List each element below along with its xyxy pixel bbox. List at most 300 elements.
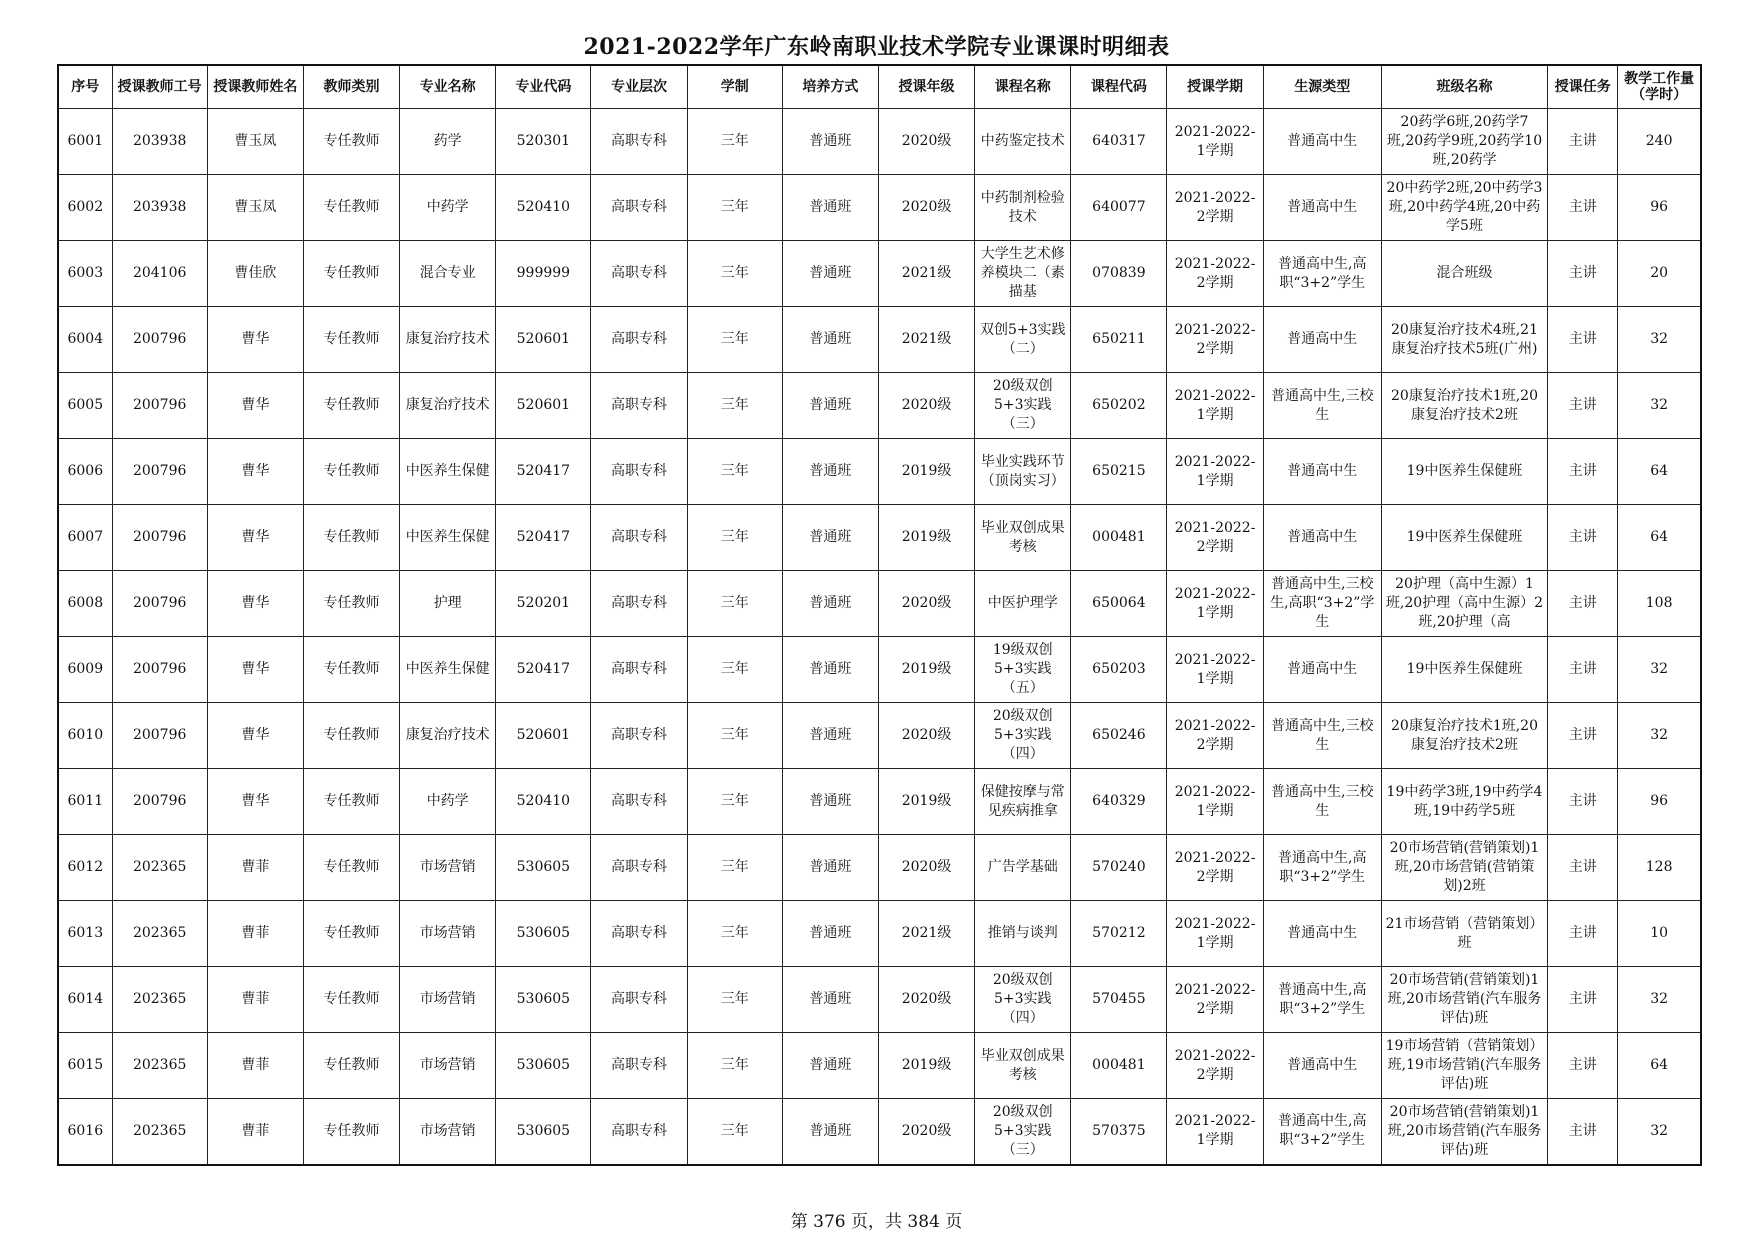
cell-major-level xyxy=(591,967,687,1033)
cell-semester xyxy=(1167,505,1263,571)
cell-class-name xyxy=(1381,637,1547,703)
cell-teacher-id xyxy=(112,571,207,637)
major-level-value: 高职专科 xyxy=(611,1122,668,1139)
cell-training-mode xyxy=(782,241,878,307)
cell-workload xyxy=(1618,769,1701,835)
cell-teacher-name xyxy=(207,901,303,967)
cell-seq xyxy=(58,835,112,901)
major-code-value: 520417 xyxy=(516,661,571,677)
cell-workload xyxy=(1618,1033,1701,1099)
cell-student-source xyxy=(1263,175,1381,241)
duration-value: 三年 xyxy=(720,331,749,347)
cell-training-mode xyxy=(782,901,878,967)
teacher-category-value: 专任教师 xyxy=(323,661,380,677)
cell-major-name xyxy=(400,439,496,505)
cell-major-level xyxy=(591,505,687,571)
header-major-level: 专业层次 xyxy=(591,65,687,109)
major-name-value: 中医养生保健 xyxy=(405,529,490,545)
major-code-value: 530605 xyxy=(516,1057,571,1073)
cell-teacher-name xyxy=(207,571,303,637)
task-value: 主讲 xyxy=(1568,1057,1597,1073)
teacher-name-value: 曹玉凤 xyxy=(234,133,277,149)
course-code-value: 570212 xyxy=(1092,925,1146,941)
grade-value: 2019级 xyxy=(901,529,952,545)
seq-value: 6003 xyxy=(67,265,104,281)
task-value: 主讲 xyxy=(1568,133,1597,149)
cell-training-mode xyxy=(782,505,878,571)
grade-value: 2019级 xyxy=(901,793,952,809)
grade-value: 2020级 xyxy=(901,133,952,149)
cell-duration xyxy=(687,1033,782,1099)
major-level-value: 高职专科 xyxy=(611,925,668,941)
cell-teacher-name xyxy=(207,175,303,241)
major-name-value: 市场营销 xyxy=(419,1057,476,1073)
cell-course-code xyxy=(1071,769,1167,835)
duration-value: 三年 xyxy=(720,463,749,479)
cell-duration xyxy=(687,769,782,835)
major-name-value: 康复治疗技术 xyxy=(405,727,490,743)
seq-value: 6002 xyxy=(67,199,104,215)
training-mode-value: 普通班 xyxy=(809,859,852,875)
task-value: 主讲 xyxy=(1568,1122,1597,1139)
cell-major-code xyxy=(496,307,591,373)
course-name-value: 毕业实践环节（顶岗实习） xyxy=(980,453,1065,489)
major-code-value: 520417 xyxy=(516,463,571,479)
cell-teacher-id xyxy=(112,1033,207,1099)
course-name-value: 中医护理学 xyxy=(987,595,1058,611)
table-row xyxy=(58,373,1701,439)
table-row xyxy=(58,241,1701,307)
cell-task xyxy=(1548,769,1618,835)
grade-value: 2019级 xyxy=(901,1057,952,1073)
task-value: 主讲 xyxy=(1568,991,1597,1007)
seq-value: 6013 xyxy=(67,925,104,941)
cell-grade xyxy=(878,835,974,901)
cell-semester xyxy=(1167,769,1263,835)
seq-value: 6016 xyxy=(67,1122,104,1139)
cell-student-source xyxy=(1263,241,1381,307)
cell-task xyxy=(1548,439,1618,505)
workload-value: 10 xyxy=(1650,925,1669,941)
class-name-value: 20康复治疗技术1班,20康复治疗技术2班 xyxy=(1391,717,1538,753)
cell-training-mode xyxy=(782,373,878,439)
cell-major-name xyxy=(400,505,496,571)
class-name-value: 20康复治疗技术4班,21康复治疗技术5班(广州) xyxy=(1391,321,1538,357)
training-mode-value: 普通班 xyxy=(809,925,852,941)
cell-course-code xyxy=(1071,307,1167,373)
course-code-value: 570240 xyxy=(1092,859,1146,875)
cell-teacher-id xyxy=(112,505,207,571)
semester-value: 2021-2022-1学期 xyxy=(1174,783,1256,819)
major-code-value: 520601 xyxy=(516,397,571,413)
cell-major-code xyxy=(496,571,591,637)
cell-teacher-name xyxy=(207,307,303,373)
major-name-value: 中药学 xyxy=(426,793,469,809)
cell-duration xyxy=(687,109,782,175)
cell-major-name xyxy=(400,373,496,439)
training-mode-value: 普通班 xyxy=(809,991,852,1007)
cell-workload xyxy=(1618,439,1701,505)
teacher-id-value: 200796 xyxy=(132,595,187,611)
header-training-mode: 培养方式 xyxy=(782,65,878,109)
cell-major-name xyxy=(400,571,496,637)
cell-course-name xyxy=(975,1099,1071,1165)
cell-teacher-id xyxy=(112,901,207,967)
cell-class-name xyxy=(1381,967,1547,1033)
workload-value: 20 xyxy=(1650,265,1669,281)
cell-seq xyxy=(58,373,112,439)
task-value: 主讲 xyxy=(1568,859,1597,875)
workload-value: 32 xyxy=(1650,331,1669,347)
table-row xyxy=(58,175,1701,241)
course-name-value: 19级双创5+3实践（五） xyxy=(992,642,1053,696)
cell-class-name xyxy=(1381,703,1547,769)
cell-semester xyxy=(1167,109,1263,175)
cell-seq xyxy=(58,637,112,703)
cell-training-mode xyxy=(782,703,878,769)
semester-value: 2021-2022-1学期 xyxy=(1174,651,1256,687)
cell-teacher-id xyxy=(112,703,207,769)
major-code-value: 520301 xyxy=(516,133,571,149)
table-row xyxy=(58,637,1701,703)
cell-major-level xyxy=(591,439,687,505)
cell-student-source xyxy=(1263,439,1381,505)
cell-training-mode xyxy=(782,967,878,1033)
cell-training-mode xyxy=(782,109,878,175)
cell-workload xyxy=(1618,505,1701,571)
cell-grade xyxy=(878,637,974,703)
seq-value: 6015 xyxy=(67,1057,104,1073)
cell-semester xyxy=(1167,373,1263,439)
cell-course-name xyxy=(975,241,1071,307)
cell-grade xyxy=(878,241,974,307)
student-source-value: 普通高中生 xyxy=(1287,661,1358,677)
seq-value: 6007 xyxy=(67,529,104,545)
course-name-value: 双创5+3实践（二） xyxy=(979,321,1066,357)
cell-grade xyxy=(878,175,974,241)
course-name-value: 中药制剂检验技术 xyxy=(980,189,1065,225)
cell-class-name xyxy=(1381,373,1547,439)
grade-value: 2019级 xyxy=(901,463,952,479)
task-value: 主讲 xyxy=(1568,793,1597,809)
task-value: 主讲 xyxy=(1568,397,1597,413)
class-name-value: 20市场营销(营销策划)1班,20市场营销(营销策划)2班 xyxy=(1389,840,1540,894)
student-source-value: 普通高中生,三校生 xyxy=(1271,387,1374,423)
duration-value: 三年 xyxy=(720,925,749,941)
training-mode-value: 普通班 xyxy=(809,331,852,347)
cell-duration xyxy=(687,439,782,505)
table-row xyxy=(58,901,1701,967)
cell-workload xyxy=(1618,703,1701,769)
cell-training-mode xyxy=(782,571,878,637)
course-name-value: 保健按摩与常见疾病推拿 xyxy=(980,783,1065,819)
cell-class-name xyxy=(1381,769,1547,835)
cell-teacher-category xyxy=(303,835,399,901)
semester-value: 2021-2022-1学期 xyxy=(1174,915,1256,951)
cell-major-level xyxy=(591,703,687,769)
cell-class-name xyxy=(1381,307,1547,373)
semester-value: 2021-2022-2学期 xyxy=(1174,321,1256,357)
semester-value: 2021-2022-2学期 xyxy=(1174,849,1256,885)
major-code-value: 530605 xyxy=(516,859,571,875)
semester-value: 2021-2022-1学期 xyxy=(1174,585,1256,621)
cell-teacher-name xyxy=(207,835,303,901)
cell-teacher-id xyxy=(112,637,207,703)
cell-teacher-name xyxy=(207,109,303,175)
major-name-value: 药学 xyxy=(433,133,462,149)
cell-seq xyxy=(58,241,112,307)
training-mode-value: 普通班 xyxy=(809,463,852,479)
teacher-name-value: 曹华 xyxy=(241,595,270,611)
cell-course-code xyxy=(1071,637,1167,703)
teacher-category-value: 专任教师 xyxy=(323,331,380,347)
workload-value: 96 xyxy=(1650,793,1669,809)
cell-task xyxy=(1548,703,1618,769)
cell-student-source xyxy=(1263,1033,1381,1099)
cell-major-name xyxy=(400,835,496,901)
major-level-value: 高职专科 xyxy=(611,991,668,1007)
cell-semester xyxy=(1167,703,1263,769)
major-code-value: 520601 xyxy=(516,331,571,347)
teacher-id-value: 202365 xyxy=(132,1057,187,1073)
grade-value: 2020级 xyxy=(901,727,952,743)
cell-duration xyxy=(687,241,782,307)
seq-value: 6010 xyxy=(67,727,104,743)
major-level-value: 高职专科 xyxy=(611,397,668,413)
teacher-name-value: 曹华 xyxy=(241,397,270,413)
cell-teacher-name xyxy=(207,439,303,505)
table-row xyxy=(58,307,1701,373)
cell-student-source xyxy=(1263,901,1381,967)
cell-major-name xyxy=(400,769,496,835)
cell-teacher-category xyxy=(303,637,399,703)
workload-value: 32 xyxy=(1650,1122,1669,1139)
cell-grade xyxy=(878,373,974,439)
major-level-value: 高职专科 xyxy=(611,265,668,281)
cell-course-name xyxy=(975,703,1071,769)
teacher-category-value: 专任教师 xyxy=(323,463,380,479)
teacher-id-value: 200796 xyxy=(132,397,187,413)
cell-seq xyxy=(58,967,112,1033)
teacher-name-value: 曹菲 xyxy=(241,925,270,941)
teacher-name-value: 曹菲 xyxy=(241,1057,270,1073)
cell-course-code xyxy=(1071,241,1167,307)
workload-value: 64 xyxy=(1650,463,1669,479)
table-row xyxy=(58,571,1701,637)
cell-duration xyxy=(687,571,782,637)
cell-duration xyxy=(687,1099,782,1165)
cell-workload xyxy=(1618,175,1701,241)
cell-duration xyxy=(687,637,782,703)
teacher-category-value: 专任教师 xyxy=(323,199,380,215)
cell-seq xyxy=(58,505,112,571)
teacher-name-value: 曹菲 xyxy=(241,859,270,875)
major-level-value: 高职专科 xyxy=(611,859,668,875)
cell-semester xyxy=(1167,901,1263,967)
course-name-value: 推销与谈判 xyxy=(987,925,1058,941)
cell-workload xyxy=(1618,1099,1701,1165)
cell-teacher-category xyxy=(303,571,399,637)
cell-course-code xyxy=(1071,505,1167,571)
cell-major-level xyxy=(591,373,687,439)
cell-duration xyxy=(687,373,782,439)
major-name-value: 中药学 xyxy=(426,199,469,215)
course-code-value: 650215 xyxy=(1092,463,1146,479)
cell-workload xyxy=(1618,109,1701,175)
semester-value: 2021-2022-2学期 xyxy=(1174,717,1256,753)
course-code-value: 070839 xyxy=(1092,265,1146,281)
training-mode-value: 普通班 xyxy=(809,1122,852,1139)
class-name-value: 20中药学2班,20中药学3班,20中药学4班,20中药学5班 xyxy=(1386,180,1543,234)
cell-class-name xyxy=(1381,1033,1547,1099)
class-name-value: 20康复治疗技术1班,20康复治疗技术2班 xyxy=(1391,387,1538,423)
course-code-value: 570375 xyxy=(1092,1122,1146,1139)
cell-student-source xyxy=(1263,703,1381,769)
grade-value: 2020级 xyxy=(901,1122,952,1139)
course-name-value: 20级双创5+3实践（四） xyxy=(992,708,1053,762)
cell-class-name xyxy=(1381,901,1547,967)
cell-training-mode xyxy=(782,769,878,835)
major-name-value: 市场营销 xyxy=(419,859,476,875)
cell-seq xyxy=(58,439,112,505)
cell-course-code xyxy=(1071,901,1167,967)
cell-task xyxy=(1548,967,1618,1033)
cell-course-name xyxy=(975,505,1071,571)
class-name-value: 19中医养生保健班 xyxy=(1406,661,1523,677)
task-value: 主讲 xyxy=(1568,331,1597,347)
teacher-id-value: 202365 xyxy=(132,1122,187,1139)
duration-value: 三年 xyxy=(720,1122,749,1139)
cell-teacher-name xyxy=(207,505,303,571)
cell-task xyxy=(1548,175,1618,241)
cell-teacher-id xyxy=(112,175,207,241)
teacher-name-value: 曹华 xyxy=(241,793,270,809)
class-name-value: 20市场营销(营销策划)1班,20市场营销(汽车服务评估)班 xyxy=(1387,972,1542,1026)
course-code-value: 650064 xyxy=(1092,595,1146,611)
cell-course-code xyxy=(1071,1099,1167,1165)
training-mode-value: 普通班 xyxy=(809,199,852,215)
major-code-value: 520410 xyxy=(516,793,571,809)
cell-course-name xyxy=(975,439,1071,505)
cell-student-source xyxy=(1263,769,1381,835)
duration-value: 三年 xyxy=(720,859,749,875)
grade-value: 2020级 xyxy=(901,397,952,413)
cell-course-code xyxy=(1071,703,1167,769)
major-level-value: 高职专科 xyxy=(611,133,668,149)
major-name-value: 混合专业 xyxy=(419,265,476,281)
major-code-value: 520201 xyxy=(516,595,571,611)
grade-value: 2020级 xyxy=(901,991,952,1007)
cell-course-code xyxy=(1071,1033,1167,1099)
cell-major-level xyxy=(591,835,687,901)
cell-workload xyxy=(1618,901,1701,967)
duration-value: 三年 xyxy=(720,1057,749,1073)
major-level-value: 高职专科 xyxy=(611,529,668,545)
seq-value: 6011 xyxy=(67,793,104,809)
cell-course-name xyxy=(975,901,1071,967)
major-level-value: 高职专科 xyxy=(611,793,668,809)
student-source-value: 普通高中生,高职“3+2”学生 xyxy=(1278,1113,1367,1149)
cell-duration xyxy=(687,505,782,571)
cell-major-code xyxy=(496,1033,591,1099)
table-row xyxy=(58,1033,1701,1099)
cell-class-name xyxy=(1381,241,1547,307)
duration-value: 三年 xyxy=(720,397,749,413)
cell-task xyxy=(1548,1099,1618,1165)
task-value: 主讲 xyxy=(1568,265,1597,281)
training-mode-value: 普通班 xyxy=(809,1057,852,1073)
training-mode-value: 普通班 xyxy=(809,397,852,413)
teacher-id-value: 200796 xyxy=(132,727,187,743)
table-row xyxy=(58,703,1701,769)
cell-student-source xyxy=(1263,1099,1381,1165)
cell-course-name xyxy=(975,571,1071,637)
teacher-id-value: 200796 xyxy=(132,661,187,677)
table-row xyxy=(58,505,1701,571)
teacher-name-value: 曹华 xyxy=(241,463,270,479)
teacher-category-value: 专任教师 xyxy=(323,925,380,941)
cell-seq xyxy=(58,703,112,769)
teacher-category-value: 专任教师 xyxy=(323,529,380,545)
cell-teacher-category xyxy=(303,901,399,967)
cell-student-source xyxy=(1263,109,1381,175)
cell-major-code xyxy=(496,967,591,1033)
major-code-value: 520417 xyxy=(516,529,571,545)
cell-major-code xyxy=(496,703,591,769)
cell-course-name xyxy=(975,769,1071,835)
major-level-value: 高职专科 xyxy=(611,727,668,743)
cell-semester xyxy=(1167,571,1263,637)
teacher-id-value: 202365 xyxy=(132,991,187,1007)
cell-major-code xyxy=(496,439,591,505)
major-level-value: 高职专科 xyxy=(611,1057,668,1073)
semester-value: 2021-2022-2学期 xyxy=(1174,189,1256,225)
teacher-name-value: 曹华 xyxy=(241,727,270,743)
teacher-category-value: 专任教师 xyxy=(323,595,380,611)
cell-grade xyxy=(878,769,974,835)
course-name-value: 大学生艺术修养模块二（素描基 xyxy=(980,246,1065,300)
teacher-name-value: 曹玉凤 xyxy=(234,199,277,215)
cell-class-name xyxy=(1381,1099,1547,1165)
cell-student-source xyxy=(1263,571,1381,637)
cell-teacher-category xyxy=(303,1099,399,1165)
cell-teacher-id xyxy=(112,1099,207,1165)
cell-semester xyxy=(1167,175,1263,241)
semester-value: 2021-2022-2学期 xyxy=(1174,255,1256,291)
table-row xyxy=(58,439,1701,505)
cell-teacher-id xyxy=(112,769,207,835)
duration-value: 三年 xyxy=(720,727,749,743)
cell-semester xyxy=(1167,439,1263,505)
cell-seq xyxy=(58,769,112,835)
training-mode-value: 普通班 xyxy=(809,595,852,611)
table-row xyxy=(58,967,1701,1033)
cell-student-source xyxy=(1263,373,1381,439)
cell-teacher-name xyxy=(207,967,303,1033)
cell-semester xyxy=(1167,967,1263,1033)
cell-major-code xyxy=(496,175,591,241)
grade-value: 2021级 xyxy=(901,331,952,347)
teacher-id-value: 200796 xyxy=(132,529,187,545)
cell-teacher-category xyxy=(303,307,399,373)
cell-major-level xyxy=(591,241,687,307)
cell-training-mode xyxy=(782,175,878,241)
teacher-name-value: 曹佳欣 xyxy=(234,265,277,281)
duration-value: 三年 xyxy=(720,529,749,545)
cell-training-mode xyxy=(782,1099,878,1165)
cell-student-source xyxy=(1263,637,1381,703)
cell-class-name xyxy=(1381,175,1547,241)
